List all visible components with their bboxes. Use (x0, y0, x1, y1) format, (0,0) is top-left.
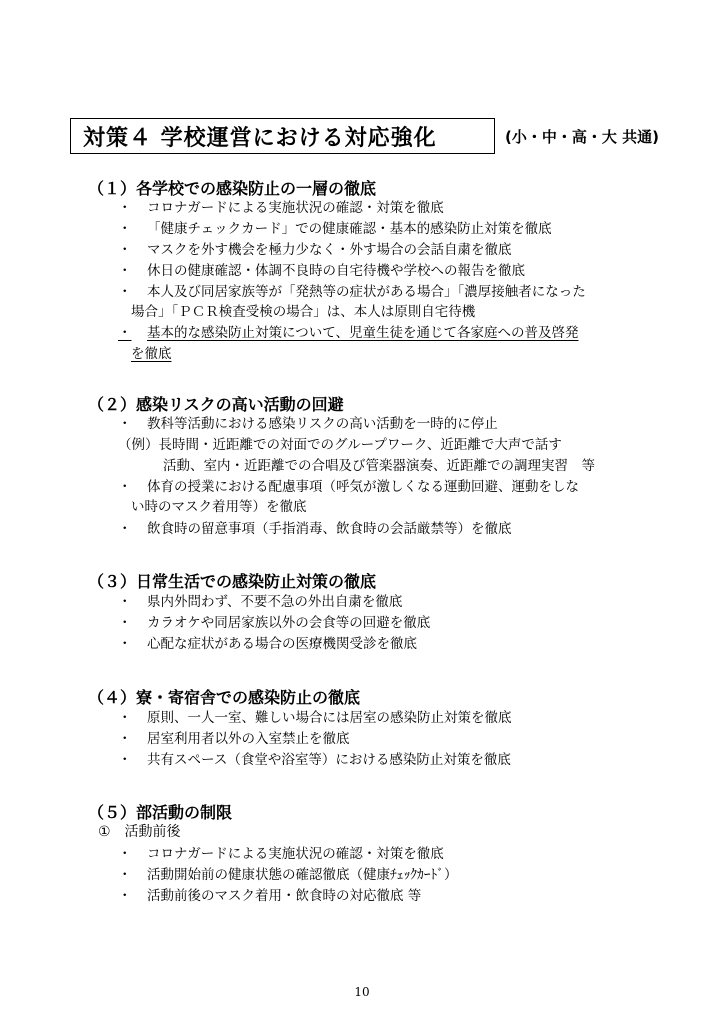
bullet-marker: ・ (118, 284, 132, 300)
bullet-marker: ・ (118, 325, 132, 341)
section-4-item: 原則、一人一室、難しい場合には居室の感染防止対策を徹底 (147, 710, 512, 726)
bullet-marker: ・ (118, 221, 132, 237)
section-5-item: 活動前後のマスク着用・飲食時の対応徹底 等 (147, 888, 422, 904)
section-4-item: 居室利用者以外の入室禁止を徹底 (147, 731, 350, 747)
section-2-example: （例）長時間・近距離での対面でのグループワーク、近距離で大声で話す (118, 437, 562, 453)
title-row (70, 118, 659, 154)
bullet-marker: ・ (118, 888, 132, 904)
bullet-marker: ・ (118, 416, 132, 432)
section-2-item: 飲食時の留意事項（手指消毒、飲食時の会話厳禁等）を徹底 (147, 521, 512, 537)
section-3-item: 県内外問わず、不要不急の外出自粛を徹底 (147, 594, 403, 610)
section-1-heading: （１）各学校での感染防止の一層の徹底 (88, 179, 377, 198)
section-5-item: 活動開始前の健康状態の確認徹底（健康ﾁｪｯｸｶｰﾄﾞ） (147, 867, 458, 883)
section-3-item: カラオケや同居家族以外の会食等の回避を徹底 (147, 615, 431, 631)
section-4-heading: （４）寮・寄宿舎での感染防止の徹底 (88, 688, 361, 707)
bullet-marker: ・ (118, 200, 132, 216)
title-note: (小・中・高・大 共通) (505, 127, 659, 146)
bullet-marker: ・ (118, 752, 132, 768)
bullet-marker: ・ (118, 867, 132, 883)
section-1-item: 本人及び同居家族等が「発熱等の症状がある場合」「濃厚接触者になった (147, 284, 586, 300)
section-2-heading: （２）感染リスクの高い活動の回避 (88, 395, 344, 414)
bullet-marker: ・ (118, 594, 132, 610)
section-3-heading: （３）日常生活での感染防止対策の徹底 (88, 572, 377, 591)
section-1-item: マスクを外す機会を極力少なく・外す場合の会話自粛を徹底 (147, 242, 512, 258)
page-title: 対策４ 学校運営における対応強化 (70, 118, 495, 154)
section-5-heading: （５）部活動の制限 (88, 803, 233, 822)
bullet-marker: ・ (118, 521, 132, 537)
section-1-item-cont: を徹底 (131, 346, 172, 362)
bullet-marker: ・ (118, 636, 132, 652)
section-1-item-cont: 場合」「ＰＣＲ検査受検の場合」は、本人は原則自宅待機 (131, 304, 476, 320)
bullet-marker: ・ (118, 846, 132, 862)
section-3-item: 心配な症状がある場合の医療機関受診を徹底 (147, 636, 417, 652)
bullet-marker: ・ (118, 710, 132, 726)
section-1-item: コロナガードによる実施状況の確認・対策を徹底 (147, 200, 444, 216)
section-1-item: 休日の健康確認・体調不良時の自宅待機や学校への報告を徹底 (147, 263, 525, 279)
section-2-item: 教科等活動における感染リスクの高い活動を一時的に停止 (147, 416, 498, 432)
bullet-marker: ・ (118, 731, 132, 747)
section-4-item: 共有スペース（食堂や浴室等）における感染防止対策を徹底 (147, 752, 511, 768)
section-2-example-cont: 活動、室内・近距離での合唱及び管楽器演奏、近距離での調理実習 等 (163, 458, 595, 474)
section-5-subheading: ① 活動前後 (98, 824, 181, 840)
section-5-item: コロナガードによる実施状況の確認・対策を徹底 (147, 846, 444, 862)
section-2-item-cont: い時のマスク着用等）を徹底 (131, 499, 307, 515)
bullet-marker: ・ (118, 615, 132, 631)
section-1-item: 基本的な感染防止対策について、児童生徒を通じて各家庭への普及啓発 (147, 325, 579, 341)
bullet-marker: ・ (118, 242, 132, 258)
section-1-item: 「健康チェックカード」での健康確認・基本的感染防止対策を徹底 (147, 221, 552, 237)
bullet-marker: ・ (118, 479, 132, 495)
section-2-item: 体育の授業における配慮事項（呼気が激しくなる運動回避、運動をしな (147, 479, 579, 495)
page-number: 10 (354, 985, 370, 999)
bullet-marker: ・ (118, 263, 132, 279)
